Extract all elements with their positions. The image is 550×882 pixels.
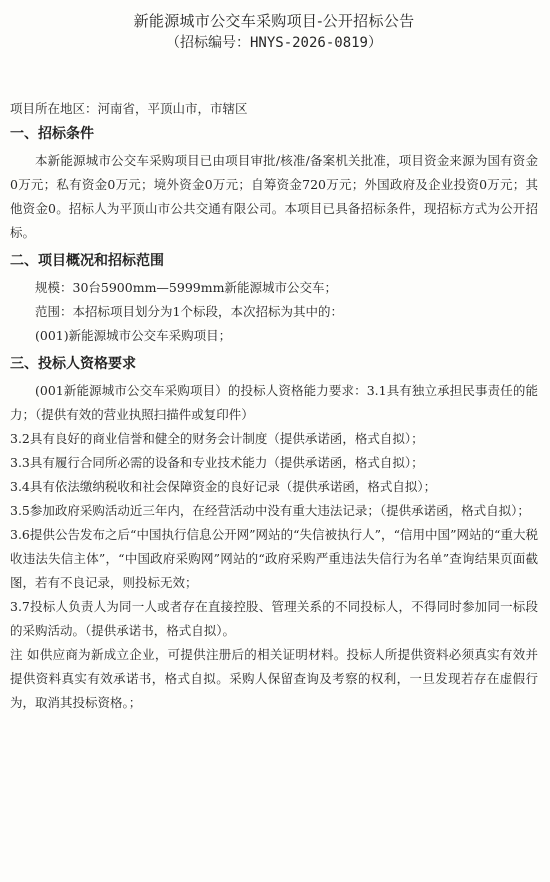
document-title: 新能源城市公交车采购项目-公开招标公告 — [133, 12, 415, 30]
section-heading-bidder-qualifications: 三、投标人资格要求 — [10, 356, 136, 372]
section-paragraph: (001新能源城市公交车采购项目）的投标人资格能力要求：3.1具有独立承担民事责任的能力；（提供有效的营业执照扫描件或复印件） — [10, 383, 538, 422]
section-paragraph: 范围：本招标项目划分为1个标段，本次招标为其中的： — [35, 304, 343, 319]
section-heading-bidding-conditions: 一、招标条件 — [10, 126, 94, 142]
section-paragraph: (001)新能源城市公交车采购项目； — [35, 328, 232, 343]
section-paragraph: 本新能源城市公交车采购项目已由项目审批/核准/备案机关批准，项目资金来源为国有资金0万元；私有资金0万元；境外资金0万元；自筹资金720万元；外国政府及企业投资0万元；其他资金0。招标人为平顶山市公共交通有限公司。本项目已具备招标条件，现招标方式为公开招标。 — [10, 153, 538, 240]
section-paragraph: 3.2具有良好的商业信誉和健全的财务会计制度（提供承诺函，格式自拟）； — [10, 431, 424, 446]
section-heading-project-overview: 二、项目概况和招标范围 — [10, 253, 164, 269]
section-paragraph: 规模：30台5900mm—5999mm新能源城市公交车； — [35, 280, 337, 295]
section-paragraph: 3.4具有依法缴纳税收和社会保障资金的良好记录（提供承诺函，格式自拟）； — [10, 479, 437, 494]
section-paragraph: 3.3具有履行合同所必需的设备和专业技术能力（提供承诺函，格式自拟）； — [10, 455, 424, 470]
section-paragraph: 注 如供应商为新成立企业，可提供注册后的相关证明材料。投标人所提供资料必须真实有效并提供资料真实有效承诺书，格式自拟。采购人保留查询及考察的权利，一旦发现若存在虚假行为，取消其投标资格。； — [10, 647, 538, 710]
project-region: 项目所在地区：河南省，平顶山市，市辖区 — [10, 101, 248, 116]
section-paragraph: 3.7投标人负责人为同一人或者存在直接控股、管理关系的不同投标人，不得同时参加同一标段的采购活动。（提供承诺书，格式自拟）。 — [10, 599, 538, 638]
section-paragraph: 3.5参加政府采购活动近三年内，在经营活动中没有重大违法记录；（提供承诺函，格式自拟）； — [10, 503, 530, 518]
section-paragraph: 3.6提供公告发布之后“中国执行信息公开网”网站的“失信被执行人”，“信用中国”网站的“重大税收违法失信主体”，“中国政府采购网”网站的“政府采购严重违法失信行为名单”查询结果页面截图，若有不良记录，则投标无效； — [10, 527, 538, 590]
bid-number: （招标编号：HNYS-2026-0819） — [165, 35, 382, 51]
